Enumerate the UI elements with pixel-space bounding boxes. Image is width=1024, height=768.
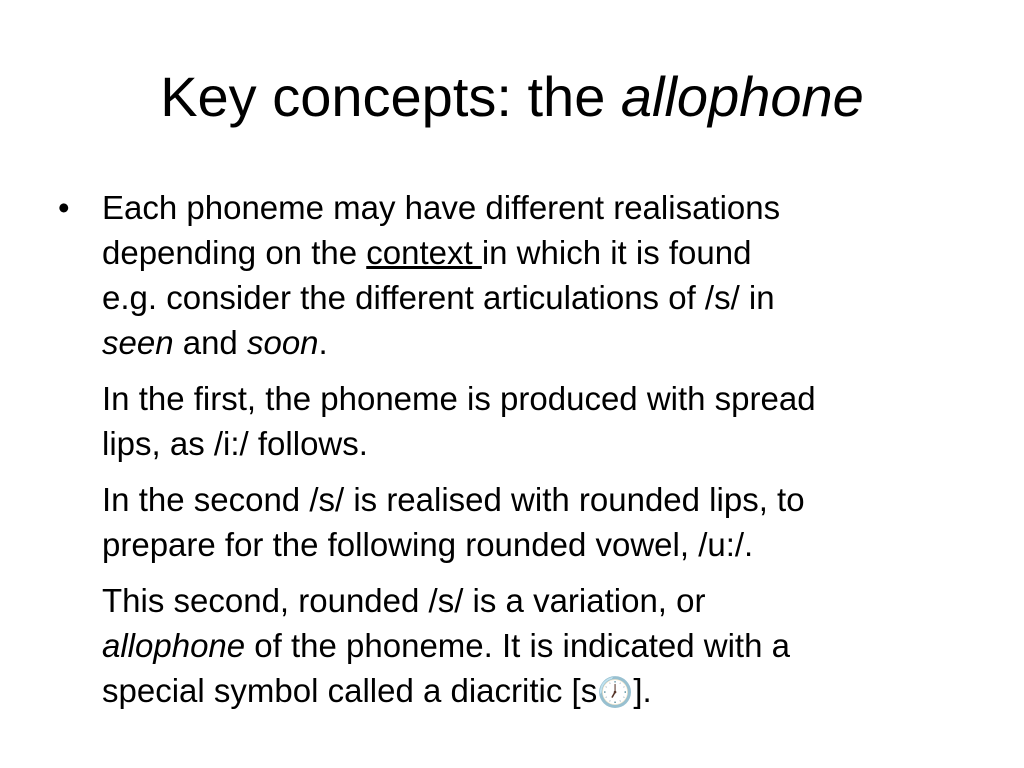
title-main: Key concepts: the	[160, 65, 621, 128]
bullet-line-3: e.g. consider the different articulations of /s/ in	[102, 279, 775, 316]
para2-line-2: prepare for the following rounded vowel, /u:/.	[102, 526, 754, 563]
word-allophone: allophone	[102, 627, 246, 664]
para2-line-1: In the second /s/ is realised with rounded lips, to	[102, 481, 805, 518]
bullet-dot-icon: •	[58, 189, 70, 226]
para1-line-2: lips, as /i:/ follows.	[102, 425, 368, 462]
para3-line-2-rest: of the phoneme. It is indicated with a	[245, 627, 790, 664]
para3-line-1: This second, rounded /s/ is a variation, or	[102, 582, 706, 619]
para1-line-1: In the first, the phoneme is produced with spread	[102, 380, 816, 417]
bullet-item	[58, 185, 998, 365]
para3-line-3-pre: special symbol called a diacritic [s	[102, 672, 598, 709]
para3-line-3	[102, 668, 998, 716]
diacritic-clock-icon: 🕖	[597, 677, 634, 709]
paragraph-spread-lips	[58, 376, 998, 466]
bullet-line-1: Each phoneme may have different realisations	[102, 189, 781, 226]
word-seen: seen	[102, 324, 174, 361]
slide-title	[0, 64, 1024, 130]
para3-line-2	[102, 623, 998, 668]
slide-body	[58, 185, 998, 716]
context-underlined: context	[366, 234, 482, 271]
word-and: and	[173, 324, 247, 361]
bullet-line-2	[102, 230, 998, 275]
line-4-end: .	[318, 324, 328, 361]
bullet-line-2-pre: depending on the	[102, 234, 367, 271]
bullet-line-2-post: in which it is found	[481, 234, 752, 271]
paragraph-rounded-lips	[58, 477, 998, 567]
title-emphasis: allophone	[620, 65, 864, 128]
para3-line-3-post: ].	[633, 672, 652, 709]
paragraph-allophone	[58, 578, 998, 716]
bullet-line-4	[102, 320, 998, 365]
word-soon: soon	[246, 324, 319, 361]
